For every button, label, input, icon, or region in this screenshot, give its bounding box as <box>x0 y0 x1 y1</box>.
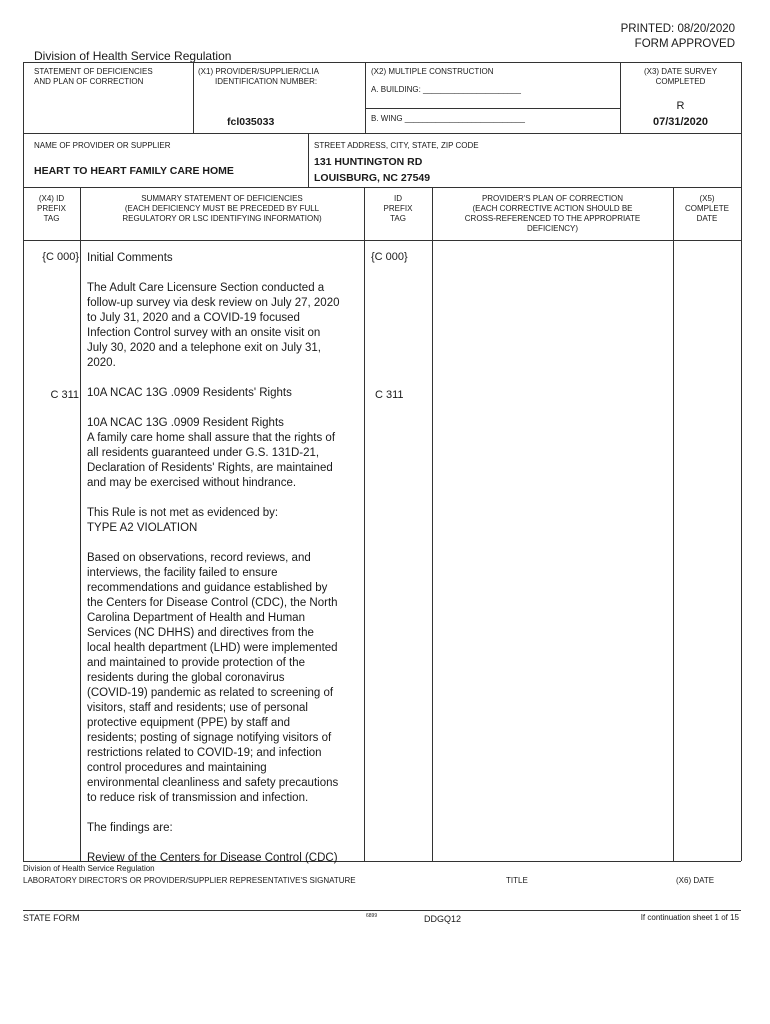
deficiency-text <box>87 251 362 866</box>
x1-label-2: IDENTIFICATION NUMBER: <box>215 77 318 86</box>
title-label: TITLE <box>506 876 528 885</box>
x2-label: (X2) MULTIPLE CONSTRUCTION <box>371 67 494 76</box>
x2-wing: B. WING ___________________________ <box>371 114 525 123</box>
paragraph-6: Review of the Centers for Disease Control (CDC) <box>87 852 338 864</box>
residents-rights-title: 10A NCAC 13G .0909 Residents' Rights <box>87 387 292 399</box>
summary-header: SUMMARY STATEMENT OF DEFICIENCIES (EACH DEFICIENCY MUST BE PRECEDED BY FULL REGULATORY OR LSC IDENTIFYING INFORMATION) <box>122 194 322 223</box>
address-label: STREET ADDRESS, CITY, STATE, ZIP CODE <box>314 141 479 150</box>
statement-label-1: STATEMENT OF DEFICIENCIES <box>34 67 153 76</box>
tag-c311-left: C 311 <box>50 389 79 401</box>
x6-date-label: (X6) DATE <box>676 876 715 885</box>
x5-header: (X5) COMPLETE DATE <box>684 194 729 223</box>
form-code: 6899 <box>366 913 378 919</box>
provider-id: fcl035033 <box>227 116 275 128</box>
x3-label-1: (X3) DATE SURVEY <box>643 67 718 76</box>
paragraph-3: This Rule is not met as evidenced by: TYPE A2 VIOLATION <box>87 507 279 534</box>
printed-date: PRINTED: 08/20/2020 <box>620 23 735 35</box>
statement-label-2: AND PLAN OF CORRECTION <box>34 77 144 86</box>
paragraph-4: Based on observations, record reviews, and interviews, the facility failed to ensure recommendations and guidance established by the Centers for Disease Control (CDC), the North Carolina Department of Health and Human Services (NC DHHS) and directives from the local health department (LHD) were implemented and maintained to provide protection of the residents during the global coronavirus (COVID-19) pandemic as related to screening of visitors, staff and residents; use of personal protective equipment (PPE) by staff and residents; posting of signage notifying visitors of restrictions related to COVID-19; and infection control procedures and maintaining environmental cleanliness and safety precautions to reduce risk of transmission and infection. <box>87 552 339 804</box>
x2-building: A. BUILDING: ______________________ <box>371 85 521 94</box>
survey-date: 07/31/2020 <box>652 116 709 128</box>
form-approved: FORM APPROVED <box>634 38 735 50</box>
form-id: DDGQ12 <box>424 914 462 924</box>
x4-header: (X4) ID PREFIX TAG <box>37 194 66 223</box>
x1-label-1: (X1) PROVIDER/SUPPLIER/CLIA <box>198 67 319 76</box>
x3-r: R <box>676 100 685 112</box>
address-line-1: 131 HUNTINGTON RD <box>314 156 423 168</box>
plan-header: PROVIDER'S PLAN OF CORRECTION (EACH CORRECTIVE ACTION SHOULD BE CROSS-REFERENCED TO THE APPROPRIATE DEFICIENCY) <box>464 194 641 233</box>
tag-c000-left: {C 000} <box>42 251 79 263</box>
initial-comments-title: Initial Comments <box>87 252 173 264</box>
paragraph-5: The findings are: <box>87 822 173 834</box>
continuation-sheet: If continuation sheet 1 of 15 <box>640 913 739 922</box>
provider-name-label: NAME OF PROVIDER OR SUPPLIER <box>34 141 171 150</box>
division-title: Division of Health Service Regulation <box>34 49 232 63</box>
paragraph-1: The Adult Care Licensure Section conducted a follow-up survey via desk review on July 27, 2020 to July 31, 2020 and a COVID-19 focused Infection Control survey with an onsite visit on July 30, 2020 and a telephone exit on July 31, 2020. <box>87 282 340 369</box>
tag-c311-right: C 311 <box>375 389 404 401</box>
paragraph-2: 10A NCAC 13G .0909 Resident Rights A family care home shall assure that the rights of all residents guaranteed under G.S. 131D-21, Declaration of Residents' Rights, are maintained and may be exercised without hindrance. <box>87 417 336 489</box>
provider-name: HEART TO HEART FAMILY CARE HOME <box>34 165 234 177</box>
tag-c000-right: {C 000} <box>371 251 408 263</box>
signature-label: LABORATORY DIRECTOR'S OR PROVIDER/SUPPLIER REPRESENTATIVE'S SIGNATURE <box>23 876 356 885</box>
x3-label-2: COMPLETED <box>655 77 706 86</box>
address-line-2: LOUISBURG, NC 27549 <box>314 172 431 184</box>
state-form-label: STATE FORM <box>23 913 80 923</box>
id-header: ID PREFIX TAG <box>383 194 413 223</box>
footer-division: Division of Health Service Regulation <box>23 864 155 873</box>
